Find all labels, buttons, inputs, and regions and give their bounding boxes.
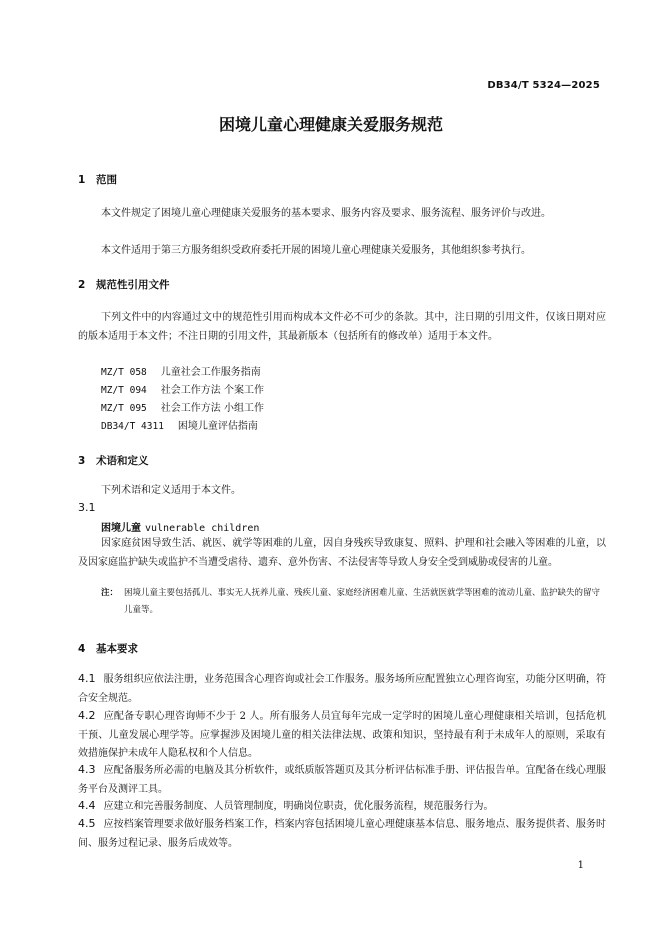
- reference-code: MZ/T 094: [101, 385, 147, 396]
- reference-code: DB34/T 4311: [101, 421, 164, 432]
- clause-number: 4.1: [78, 672, 96, 685]
- section-title: 规范性引用文件: [96, 279, 170, 291]
- section-title: 范围: [96, 174, 117, 186]
- section-heading-scope: [78, 172, 117, 187]
- term-chinese: 困境儿童: [101, 523, 141, 534]
- clause-text: 应配备专职心理咨询师不少于 2 人。所有服务人员宜每年完成一定学时的困境儿童心理健康相关培训，包括危机干预、儿童发展心理学等。应掌握涉及困境儿童的相关法律法规、政策和知识，坚持最有利于未成年人的原则，采取有效措施保护未成年人隐私权和个人信息。: [78, 711, 606, 759]
- section-number: 1: [78, 174, 86, 186]
- section-title: 基本要求: [96, 643, 138, 655]
- reference-title: 社会工作方法 个案工作: [160, 385, 264, 396]
- reference-title: 困境儿童评估指南: [177, 421, 258, 432]
- page-number: 1: [577, 860, 584, 871]
- reference-title: 儿童社会工作服务指南: [160, 367, 261, 378]
- note-text: 困境儿童主要包括孤儿、事实无人抚养儿童、残疾儿童、家庭经济困难儿童、生活就医就学等困难的流动儿童、监护缺失的留守儿童等。: [124, 588, 601, 615]
- clause-4-5: [78, 815, 606, 853]
- term-number: 3.1: [78, 501, 96, 514]
- clause-number: 4.3: [78, 763, 96, 776]
- standard-code: DB34/T 5324—2025: [487, 80, 600, 91]
- clause-text: 服务组织应依法注册，业务范围含心理咨询或社会工作服务。服务场所应配置独立心理咨询室，功能分区明确，符合安全规范。: [78, 674, 606, 704]
- reference-title: 社会工作方法 小组工作: [160, 403, 264, 414]
- clause-text: 应配备服务所必需的电脑及其分析软件，或纸质版答题页及其分析评估标准手册、评估报告单。宜配备在线心理服务平台及测评工具。: [78, 765, 606, 795]
- scope-paragraph-1: 本文件规定了困境儿童心理健康关爱服务的基本要求、服务内容及要求、服务流程、服务评价与改进。: [101, 208, 551, 219]
- note-label: 注：: [101, 588, 119, 598]
- term-english: vulnerable children: [145, 523, 260, 534]
- term-note: [101, 585, 601, 619]
- clause-4-1: [78, 670, 606, 708]
- normative-refs-intro: 下列文件中的内容通过文中的规范性引用而构成本文件必不可少的条款。其中，注日期的引用文件，仅该日期对应的版本适用于本文件；不注日期的引用文件，其最新版本（包括所有的修改单）适用于本文件。: [78, 312, 606, 342]
- reference-item: [101, 382, 264, 401]
- clause-number: 4.4: [78, 799, 96, 812]
- section-number: 2: [78, 279, 86, 291]
- section-number: 3: [78, 455, 86, 467]
- term-name: [101, 519, 259, 534]
- terms-intro: 下列术语和定义适用于本文件。: [101, 485, 241, 496]
- section-heading-normative-refs: [78, 277, 170, 292]
- scope-paragraph-2: 本文件适用于第三方服务组织受政府委托开展的困境儿童心理健康关爱服务，其他组织参考执行。: [101, 245, 531, 256]
- reference-item: [101, 400, 264, 419]
- clause-4-4: [78, 797, 606, 817]
- clause-number: 4.5: [78, 817, 96, 830]
- section-number: 4: [78, 643, 86, 655]
- term-definition: 因家庭贫困导致生活、就医、就学等困难的儿童，因自身残疾导致康复、照料、护理和社会融入等困难的儿童，以及因家庭监护缺失或监护不当遭受虐待、遗弃、意外伤害、不法侵害等导致人身安全受到威胁或侵害的儿童。: [78, 538, 606, 568]
- document-title: 困境儿童心理健康关爱服务规范: [218, 115, 443, 134]
- clause-text: 应按档案管理要求做好服务档案工作，档案内容包括困境儿童心理健康基本信息、服务地点、服务提供者、服务时间、服务过程记录、服务后成效等。: [78, 819, 606, 849]
- section-heading-terms: [78, 453, 149, 468]
- reference-item: [101, 364, 261, 383]
- clause-4-3: [78, 761, 606, 799]
- clause-4-2: [78, 707, 606, 764]
- reference-item: [101, 418, 258, 437]
- reference-code: MZ/T 058: [101, 367, 147, 378]
- reference-code: MZ/T 095: [101, 403, 147, 414]
- clause-number: 4.2: [78, 709, 96, 722]
- section-title: 术语和定义: [96, 455, 149, 467]
- section-heading-basic-requirements: [78, 641, 138, 656]
- clause-text: 应建立和完善服务制度、人员管理制度，明确岗位职责，优化服务流程，规范服务行为。: [103, 801, 494, 812]
